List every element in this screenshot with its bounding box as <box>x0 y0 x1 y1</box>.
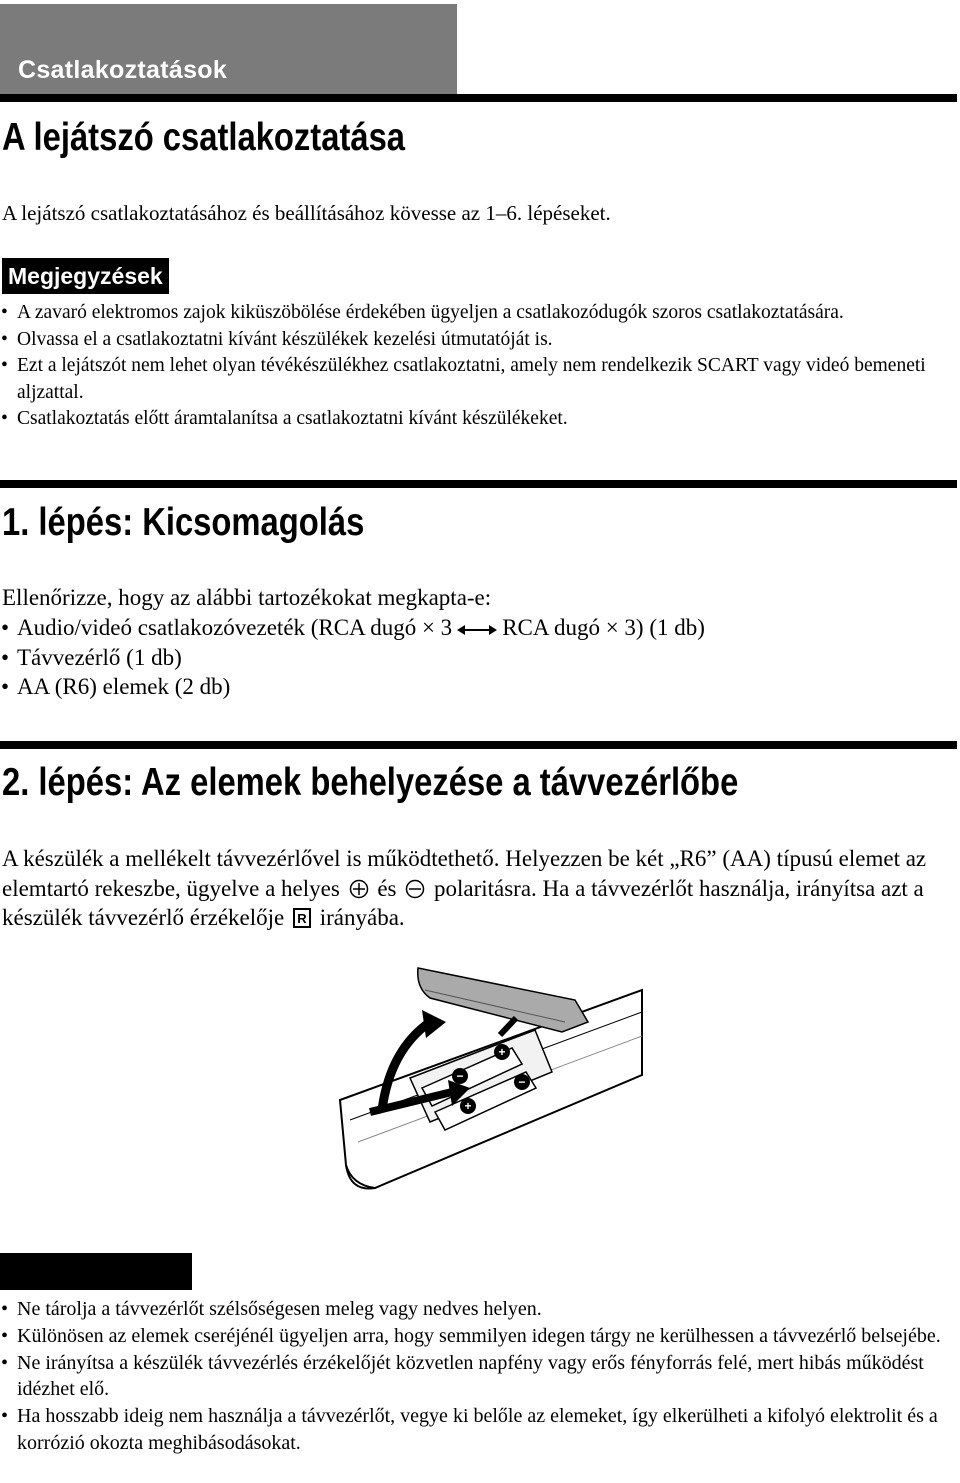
list-item: • Távvezérlő (1 db) <box>0 643 957 673</box>
plus-polarity-icon <box>349 879 369 899</box>
remote-battery-illustration <box>330 960 650 1200</box>
list-item: • Ha hosszabb ideig nem használja a távvezérlőt, vegye ki belőle az elemeket, így elkerülheti a kifolyó elektrolit és a korrózió okozta meghibásodásokat. <box>0 1403 957 1457</box>
list-item: • Ne tárolja a távvezérlőt szélsőségesen meleg vagy nedves helyen. <box>0 1296 957 1323</box>
intro-text: A lejátszó csatlakoztatásához és beállításához kövesse az 1–6. lépéseket. <box>2 201 611 225</box>
list-item: • Csatlakoztatás előtt áramtalanítsa a csatlakoztatni kívánt készülékeket. <box>0 406 957 433</box>
step1-intro: Ellenőrizze, hogy az alábbi tartozékokat megkapta-e: <box>2 585 492 610</box>
svg-text:+: + <box>464 1099 472 1113</box>
accessory-cable-text: Audio/videó csatlakozóvezeték (RCA dugó × 3 <box>17 615 453 640</box>
section-rule <box>0 94 957 102</box>
list-item: • Ezt a lejátszót nem lehet olyan tévékészülékhez csatlakoztatni, amely nem rendelkezik SCART vagy videó bemeneti aljzattal. <box>0 353 957 406</box>
accessory-cable-text-end: RCA dugó × 3) (1 db) <box>502 615 705 640</box>
list-item: • AA (R6) elemek (2 db) <box>0 672 957 702</box>
section-tab-label: Csatlakoztatások <box>18 56 228 84</box>
list-item: • Olvassa el a csatlakoztatni kívánt készülékek kezelési útmutatóját is. <box>0 327 957 354</box>
remote-sensor-icon <box>293 908 311 928</box>
step2-text-part2: és <box>377 875 397 901</box>
accessories-list <box>0 613 957 702</box>
list-item <box>0 613 957 643</box>
list-item: • Különösen az elemek cseréjénél ügyeljen arra, hogy semmilyen idegen tárgy ne kerülhessen a távvezérlő belsejébe. <box>0 1323 957 1350</box>
page-title: A lejátszó csatlakoztatása <box>2 116 406 159</box>
svg-text:R: R <box>297 911 307 926</box>
list-item: • Ne irányítsa a készülék távvezérlés érzékelőjét közvetlen napfény vagy erős fényforrás felé, mert hibás működést idézhet elő. <box>0 1350 957 1404</box>
step2-text-part3: polaritásra. Ha a távvezérlőt használja, irányítsa azt a készülék távvezérlő érzékelője <box>2 875 924 930</box>
notes-label: Megjegyzések <box>2 258 169 294</box>
svg-text:−: − <box>518 1075 526 1089</box>
step2-text <box>2 844 957 933</box>
notes-list <box>0 300 957 433</box>
svg-text:−: − <box>456 1069 464 1083</box>
section-tab <box>0 4 457 94</box>
minus-polarity-icon <box>405 879 425 899</box>
step2-text-part1: A készülék a mellékelt távvezérlővel is működtethető. Helyezzen be két „R6” (AA) típusú elemet az elemtartó rekeszbe, ügyelve a helyes <box>2 846 927 901</box>
step2-rule <box>0 741 957 749</box>
step1-heading: 1. lépés: Kicsomagolás <box>2 501 365 544</box>
step2-text-part4: irányába. <box>319 905 405 930</box>
warnings-list <box>0 1296 957 1457</box>
double-arrow-icon <box>457 623 497 637</box>
svg-text:+: + <box>498 1045 506 1059</box>
list-item: • A zavaró elektromos zajok kiküszöbölése érdekében ügyeljen a csatlakozódugók szoros csatlakoztatására. <box>0 300 957 327</box>
warnings-label-bar <box>0 1253 192 1290</box>
step2-heading: 2. lépés: Az elemek behelyezése a távvezérlőbe <box>2 761 739 804</box>
step1-rule <box>0 480 957 488</box>
